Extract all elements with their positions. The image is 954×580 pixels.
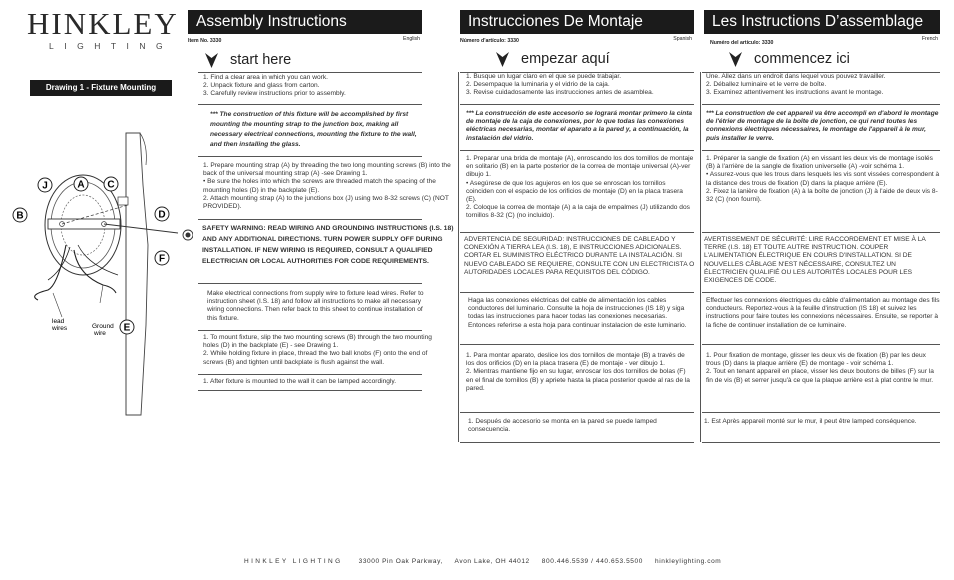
spanish-item-no: Número d'artículo: 3330 — [460, 38, 519, 44]
callout-c — [104, 177, 118, 191]
svg-text:D: D — [158, 209, 166, 221]
english-column — [188, 10, 422, 48]
svg-text:E: E — [123, 322, 131, 334]
english-strap: 1. Prepare mounting strap (A) by threading the two long mounting screws (B) into the back of the universal mounting strap (A) -see Drawing 1. • Be sure the holes into which the screws are threaded match the spacing of the mounting holes (D) in the backplate (E). 2. Attach mounting strap (A) to the junctions box (J) using two 8-32 screws (C) (NOT PROVIDED). — [203, 162, 451, 211]
footer-address: 33000 Pin Oak Parkway, Avon Lake, OH 44012 800.446.5539 / 440.653.5500 hinkleylighting.com — [358, 558, 722, 565]
french-mount: 1. Pour fixation de montage, glisser les deux vis de fixation (B) par les deux trous (D) dans la plaque arrière (E) de montage - voir schéma 1. 2. Tout en tenant appareil en place, visser les deux boutons de billes (F) sur la fin de vis (B) et serrer jusqu'à ce que la plaque arrière est à plat contre le mur. — [706, 352, 934, 384]
svg-text:B: B — [16, 210, 24, 222]
drawing-label: Drawing 1 - Fixture Mounting — [30, 80, 172, 96]
divider — [460, 104, 694, 105]
column-divider — [458, 72, 459, 442]
divider — [702, 412, 940, 413]
callout-d — [155, 207, 169, 221]
ground-wire-label: Ground wire — [92, 323, 114, 337]
english-note: *** The construction of this fixture will be accomplished by first mounting the mounting strap to the junction box, making all necessary electrical connections, mounting the fixture to the wall, and then installing the glass. — [210, 111, 417, 148]
callout-e — [120, 320, 134, 334]
french-header: Les Instructions D’assemblage — [704, 10, 940, 34]
spanish-lamp: 1. Después de accesorio se monta en la pared se puede lamped consecuencia. — [468, 418, 657, 434]
english-prep: 1. Find a clear area in which you can work. 2. Unpack fixture and glass from carton. 3. Carefully review instructions prior to assembly. — [203, 74, 346, 98]
svg-text:C: C — [107, 179, 115, 191]
spanish-prep: 1. Busque un lugar claro en el que se puede trabajar. 2. Desempaque la luminaria y el vidrio de la caja. 3. Revise cuidadosamente las instrucciones antes de asamblea. — [466, 73, 654, 97]
chevron-down-icon — [496, 52, 509, 67]
divider — [460, 292, 694, 293]
fixture-mounting-drawing — [8, 125, 193, 430]
english-lamp: 1. After fixture is mounted to the wall it can be lamped accordingly. — [203, 378, 397, 385]
callout-f — [155, 251, 169, 265]
french-lamp: 1. Est Après appareil monté sur le mur, il peut être lamped conséquence. — [704, 418, 917, 425]
callout-a — [74, 177, 88, 191]
spanish-warning: ADVERTENCIA DE SEGURIDAD: INSTRUCCIONES DE CABLEADO Y CONEXIÓN A TIERRA LEA (I.S. 18), E INSTRUCCIONES ADICIONALES. CORTAR EL SUMINISTRO ELÉCTRICO DURANTE LA INSTALACIÓN. SI NUEVO CABLEADO SE REQUIERE, CONSULTE CON UN ELECTRICISTA O AUTORIDADES LOCALES PARA REQUISITOS DEL CÓDIGO. — [464, 236, 695, 276]
footer-brand: HINKLEY LIGHTING — [244, 558, 343, 565]
french-item-no: Numéro del artículo: 3330 — [710, 40, 774, 46]
svg-text:A: A — [77, 179, 85, 191]
divider — [198, 374, 422, 375]
lead-wires-label: lead wires — [52, 318, 68, 332]
english-lang: English — [402, 36, 420, 42]
brand-logo — [27, 6, 179, 51]
french-note: *** La construction de cet appareil va être accompli en d'abord le montage de l'étrier de montage de la boîte de jonction, ce qui rend toutes les connexions électriques nécessaires, le montage de l'appareil à le mur, puis installer le verre. — [706, 110, 939, 142]
french-warning: AVERTISSEMENT DE SÉCURITÉ: LIRE RACCORDEMENT ET MISE À LA TERRE (I.S. 18) ET TOUTE AUTRE INSTRUCTION. COUPER L'ALIMENTATION ÉLECTRIQUE EN COURS D'INSTALLATION. SI DE NOUVELLES CÂBLAGE N'EST NÉCESSAIRE, CONSULTEZ UN ÉLECTRICIEN QUALIFIÉ OU LES AUTORITÉS LOCALES POUR LES EXIGENCES DE CODE. — [704, 236, 926, 285]
french-meta — [704, 36, 940, 48]
divider — [460, 150, 694, 151]
divider — [198, 156, 422, 157]
french-start-heading: commencez ici — [729, 51, 929, 71]
column-divider — [700, 72, 701, 442]
french-column — [704, 10, 940, 48]
spanish-strap: 1. Preparar una brida de montaje (A), enroscando los dos tornillos de montaje en solitario (B) en la parte posterior de la correa de montaje universal (A)-ver dibujo 1. • Asegúrese de que los agujeros en los que se enroscan los tornillos coinciden con el espacio de los orificios de montaje (D) en la placa trasera (E). 2. Coloque la correa de montaje (A) a la caja de empalmes (J) utilizando dos tornillos 8-32 (C) (no incluido). — [466, 155, 694, 220]
divider — [460, 232, 694, 233]
brand-sub: LIGHTING — [49, 41, 174, 51]
divider — [198, 72, 422, 73]
chevron-down-icon — [729, 52, 742, 67]
chevron-down-icon — [205, 53, 218, 68]
french-electrical: Effectuer les connexions électriques du câble d'alimentation au montage des fils conducteurs. Reportez-vous à la feuille d'instruction (IS 18) et suivez les instructions pour faire toutes les connexions nécessaires. Ensuite, se reporter à la fiche de continuer installation de ce luminaire. — [706, 297, 940, 329]
english-item-no: Item No. 3330 — [188, 38, 222, 44]
spanish-column — [460, 10, 694, 48]
callout-j — [38, 178, 52, 192]
callout-b — [13, 208, 27, 222]
divider — [702, 232, 940, 233]
divider — [198, 219, 422, 220]
spanish-mount: 1. Para montar aparato, deslice los dos tornillos de montaje (B) a través de los dos orificios (D) en la placa trasera (E) de montaje - ver dibujo 1. 2. Mientras mantiene fijo en su lugar, enroscar los dos tornillos de bolas (F) en el final de tornillos (B) y apriete hasta la placa posterior quede al ras de la pared. — [466, 352, 690, 392]
english-warning: SAFETY WARNING: READ WIRING AND GROUNDING INSTRUCTIONS (I.S. 18) AND ANY ADDITIONAL DIRECTIONS. TURN POWER SUPPLY OFF DURING INSTALLATION. IF NEW WIRING IS REQUIRED, CONSULT A QUALIFIED ELECTRICIAN OR LOCAL AUTHORITIES FOR CODE REQUIREMENTS. — [202, 225, 454, 265]
divider — [198, 283, 422, 284]
divider — [198, 330, 422, 331]
divider — [460, 344, 694, 345]
spanish-header: Instrucciones De Montaje — [460, 10, 694, 34]
french-strap: 1. Préparer la sangle de fixation (A) en vissant les deux vis de montage isolés (B) à l'arrière de la sangle de fixation universelle (A) -voir schéma 1. • Assurez-vous que les trous dans lesquels les vis sont vissées correspondent à la distance des trous de fixation (D) dans la plaque arrière (E). 2. Fixez la lanière de fixation (A) à la boîte de jonction (J) à l'aide de deux vis 8-32 (C) (non fourni). — [706, 155, 940, 204]
svg-text:J: J — [42, 180, 48, 192]
footer — [244, 558, 721, 565]
spanish-meta — [460, 36, 694, 48]
english-meta — [188, 36, 422, 48]
spanish-note: *** La construcción de este accesorio se logrará montar primero la cinta de montaje de la caja de conexiones, por lo que todas las conexiones eléctricas necesarias, montar el aparato a la pared y, a continuación, la instalación del vidrio. — [466, 110, 693, 142]
divider — [702, 150, 940, 151]
english-mount: 1. To mount fixture, slip the two mounting screws (B) through the two mounting holes (D) in the backplate (E) - see Drawing 1. 2. While holding fixture in place, thread the two ball knobs (F) onto the end of screws (B) and tighten until backplate is flush against the wall. — [203, 334, 432, 366]
english-start-heading: start here — [205, 52, 405, 72]
french-lang: French — [921, 36, 938, 42]
spanish-electrical: Haga las conexiones eléctricas del cable de alimentación los cables conductores del luminario. Consulte la hoja de instrucciones (IS 18) y siga todas las instrucciones para hacer todas las conexiones necesarias. Entonces referirse a esta hoja para continuar instalacion de este luminario. — [468, 297, 687, 329]
divider — [460, 442, 694, 443]
divider — [702, 292, 940, 293]
divider — [460, 412, 694, 413]
divider — [702, 344, 940, 345]
english-electrical: Make electrical connections from supply wire to fixture lead wires. Refer to instruction sheet (I.S. 18) and follow all instructions to make all necessary wiring connections. Then refer back to this sheet to continue installation of this fixture. — [207, 290, 424, 322]
divider — [198, 390, 422, 391]
divider — [702, 442, 940, 443]
divider — [198, 104, 422, 105]
svg-text:F: F — [158, 253, 166, 265]
spanish-lang: Spanish — [673, 36, 692, 42]
spanish-start-heading: empezar aquí — [496, 51, 696, 71]
divider — [702, 104, 940, 105]
french-prep: Une. Allez dans un endroit dans lequel vous pouvez travailler. 2. Déballez luminaire et le verre de boîte. 3. Examinez attentivement les instructions avant le montage. — [706, 73, 886, 97]
english-header: Assembly Instructions — [188, 10, 422, 34]
brand-name: HINKLEY — [27, 6, 179, 41]
